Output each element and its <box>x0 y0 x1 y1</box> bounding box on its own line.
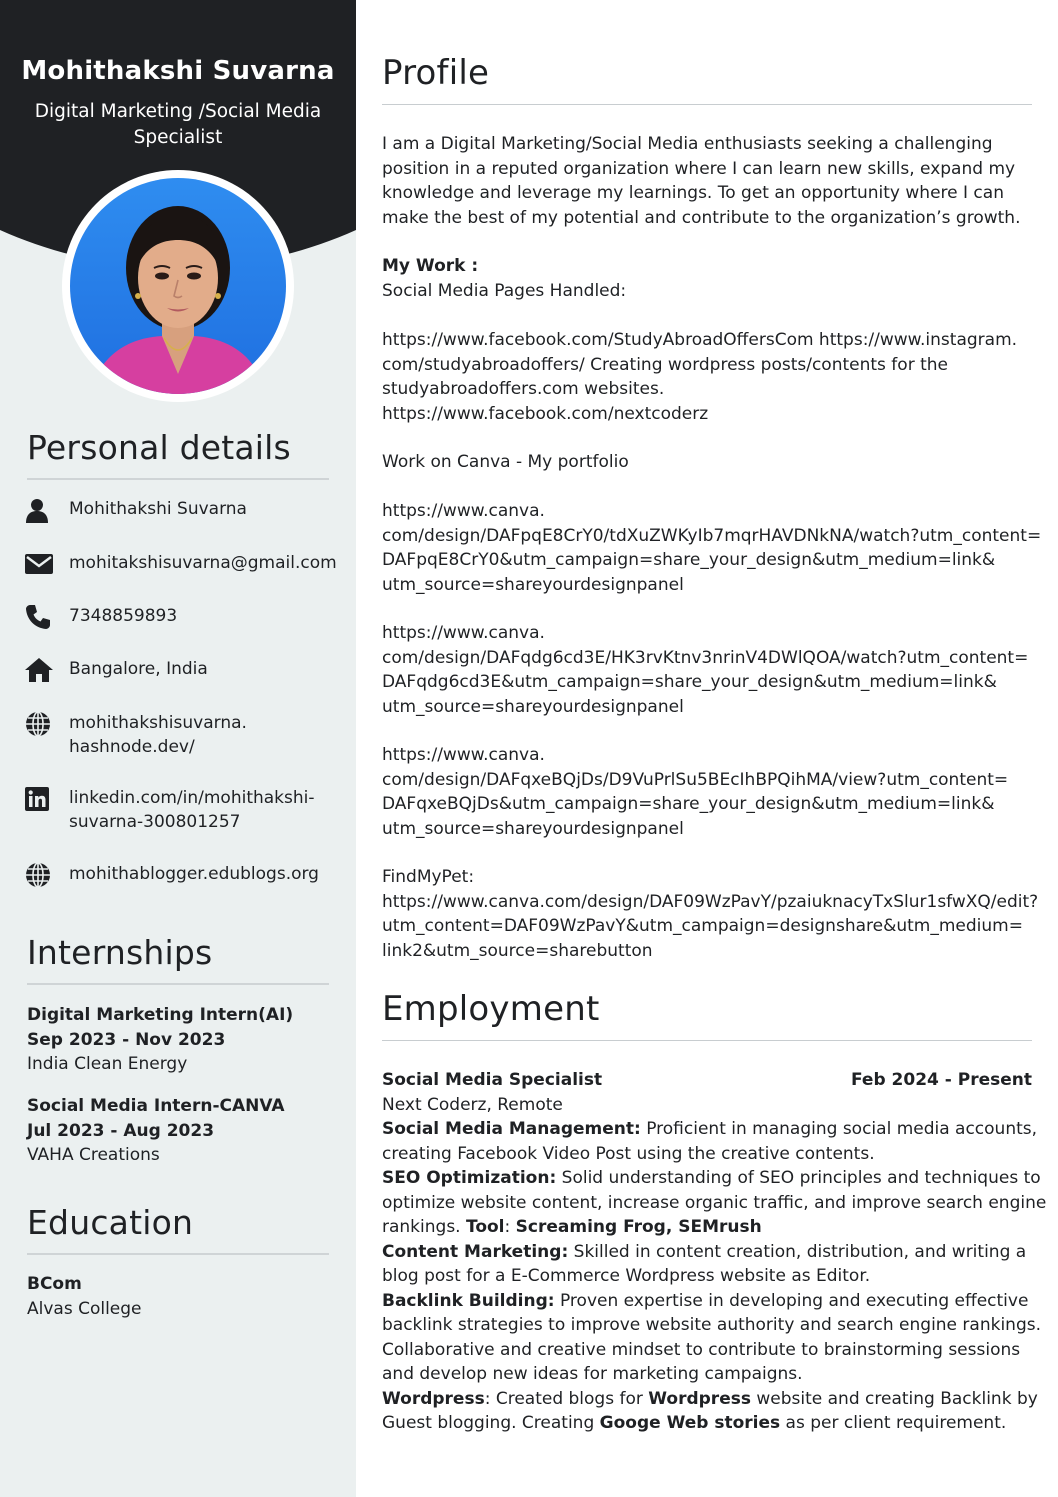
detail-email <box>24 551 337 577</box>
location-text: Bangalore, India <box>69 659 208 679</box>
profile-heading: Profile <box>382 53 490 93</box>
profile-photo <box>70 178 286 394</box>
internship-entry <box>27 1094 337 1168</box>
section-divider <box>382 104 1032 105</box>
profile-summary: I am a Digital Marketing/Social Media enthusiasts seeking a challenging position in a reputed organization where I can learn new skills, expand my knowledge and leverage my learnings. To get an opportunity where I can make the best of my potential and contribute to the organization’s growth. <box>382 134 1021 228</box>
user-icon <box>24 497 56 523</box>
content-marketing-line: Content Marketing: Skilled in content creation, distribution, and writing a <box>382 1241 1027 1262</box>
section-divider <box>27 1253 329 1255</box>
internship-role: Digital Marketing Intern(AI) <box>27 1005 294 1025</box>
internship-org: VAHA Creations <box>27 1145 160 1165</box>
canva-link[interactable]: https://www.canva. com/design/DAFpqE8CrY0/tdXuZWKyIb7mqrHAVDNkNA/watch?utm_content= DAFpqE8CrY0&utm_campaign=share_your_design&utm_medium=link& utm_source=shareyourdesignpanel <box>382 501 1042 595</box>
internship-dates: Sep 2023 - Nov 2023 <box>27 1029 226 1050</box>
detail-text: Mohithakshi Suvarna <box>69 499 247 519</box>
linkedin-icon <box>24 786 56 812</box>
social-pages-links: https://www.facebook.com/StudyAbroadOffersCom https://www.instagram. com/studyabroadoffers/ Creating wordpress posts/contents for the studyabroadoffers.com websites. https://www.facebook.com/nextcoderz <box>382 330 1018 424</box>
findmypet-link[interactable]: FindMyPet: https://www.canva.com/design/DAF09WzPavY/pzaiuknacyTxSlur1sfwXQ/edit? utm_content=DAF09WzPavY&utm_campaign=designshare&utm_medium= link2&utm_source=sharebutton <box>382 867 1039 961</box>
internship-dates: Jul 2023 - Aug 2023 <box>27 1120 215 1141</box>
detail-blog <box>24 862 334 888</box>
backlink-line: Backlink Building: Proven expertise in developing and executing effective <box>382 1290 1029 1311</box>
canva-heading: Work on Canva - My portfolio <box>382 452 629 472</box>
phone-icon <box>24 604 56 630</box>
candidate-title: Digital Marketing /Social Media Specialist <box>34 101 322 148</box>
employment-dates: Feb 2024 - Present <box>851 1070 1032 1090</box>
internship-role: Social Media Intern-CANVA <box>27 1096 285 1116</box>
detail-linkedin <box>24 786 334 834</box>
sidebar <box>0 0 356 1497</box>
internship-org: India Clean Energy <box>27 1054 188 1074</box>
home-icon <box>24 657 56 683</box>
personal-details-heading: Personal details <box>27 428 291 467</box>
section-divider <box>27 478 329 480</box>
detail-name <box>24 497 334 523</box>
detail-location <box>24 657 334 683</box>
seo-line: SEO Optimization: Solid understanding of SEO principles and techniques to <box>382 1168 1041 1188</box>
linkedin-link[interactable]: linkedin.com/in/mohithakshi- suvarna-300801257 <box>69 788 315 832</box>
employment-role: Social Media Specialist <box>382 1070 603 1090</box>
employment-entry: Social Media Specialist Feb 2024 - Present Next Coderz, Remote Social Media Management: Proficient in managing social media accounts, creating Facebook Video Post using the creative contents. SEO Optimization: Solid understanding of SEO principles and techniques to optimize website content, increase organic traffic, and improve search engine rankings. Tool: Screaming Frog, SEMrush Content Marketing: Skilled in content creation, distribution, and writing a blog post for a E-Commerce Wordpress website as Editor. Backlink Building: Proven expertise in developing and executing effective backlink strategies to improve website authority and search engine rankings. Collaborative and creative mindset to contribute to brainstorming sessions and develop new ideas for marketing campaigns. Wordpress: Created blogs for Wordpress website and creating Backlink by Guest blogging. Creating Googe Web stories as per client requirement. <box>382 1068 1032 1436</box>
pages-handled-label: Social Media Pages Handled: <box>382 280 627 301</box>
wordpress-line-2: Guest blogging. Creating Googe Web stories as per client requirement. <box>382 1413 1007 1433</box>
employment-company: Next Coderz, Remote <box>382 1094 563 1115</box>
phone-text: 7348859893 <box>69 606 178 626</box>
smm-line: Social Media Management: Proficient in managing social media accounts, <box>382 1119 1038 1139</box>
email-link[interactable]: mohitakshisuvarna@gmail.com <box>69 553 337 573</box>
detail-website <box>24 711 334 759</box>
detail-phone <box>24 604 334 630</box>
envelope-icon <box>24 551 56 577</box>
internships-heading: Internships <box>27 933 213 972</box>
employment-heading: Employment <box>382 989 600 1029</box>
section-divider <box>382 1040 1032 1041</box>
canva-link[interactable]: https://www.canva. com/design/DAFqxeBQjDs/D9VuPrlSu5BEcIhBPQihMA/view?utm_content= DAFqxeBQjDs&utm_campaign=share_your_design&utm_medium=link& utm_source=shareyourdesignpanel <box>382 745 1009 839</box>
education-school: Alvas College <box>27 1298 142 1319</box>
education-degree: BCom <box>27 1274 82 1294</box>
education-heading: Education <box>27 1203 194 1242</box>
my-work-block <box>382 254 1032 303</box>
canva-link[interactable]: https://www.canva. com/design/DAFqdg6cd3E/HK3rvKtnv3nrinV4DWlQOA/watch?utm_content= DAFqdg6cd3E&utm_campaign=share_your_design&utm_medium=link& utm_source=shareyourdesignpanel <box>382 623 1029 717</box>
website-link[interactable]: mohithakshisuvarna. hashnode.dev/ <box>69 713 247 757</box>
profile-photo-frame <box>62 170 294 402</box>
my-work-label: My Work : <box>382 256 479 276</box>
candidate-name: Mohithakshi Suvarna <box>21 56 335 86</box>
education-entry <box>27 1272 337 1321</box>
internship-entry <box>27 1003 337 1077</box>
globe-icon <box>24 711 56 737</box>
blog-link[interactable]: mohithablogger.edublogs.org <box>69 864 319 884</box>
wordpress-line: Wordpress: Created blogs for Wordpress website and creating Backlink by <box>382 1388 1038 1409</box>
globe-icon <box>24 862 56 888</box>
seo-tools-line: rankings. Tool: Screaming Frog, SEMrush <box>382 1217 762 1237</box>
section-divider <box>27 983 329 985</box>
employment-header-row <box>382 1068 1032 1093</box>
